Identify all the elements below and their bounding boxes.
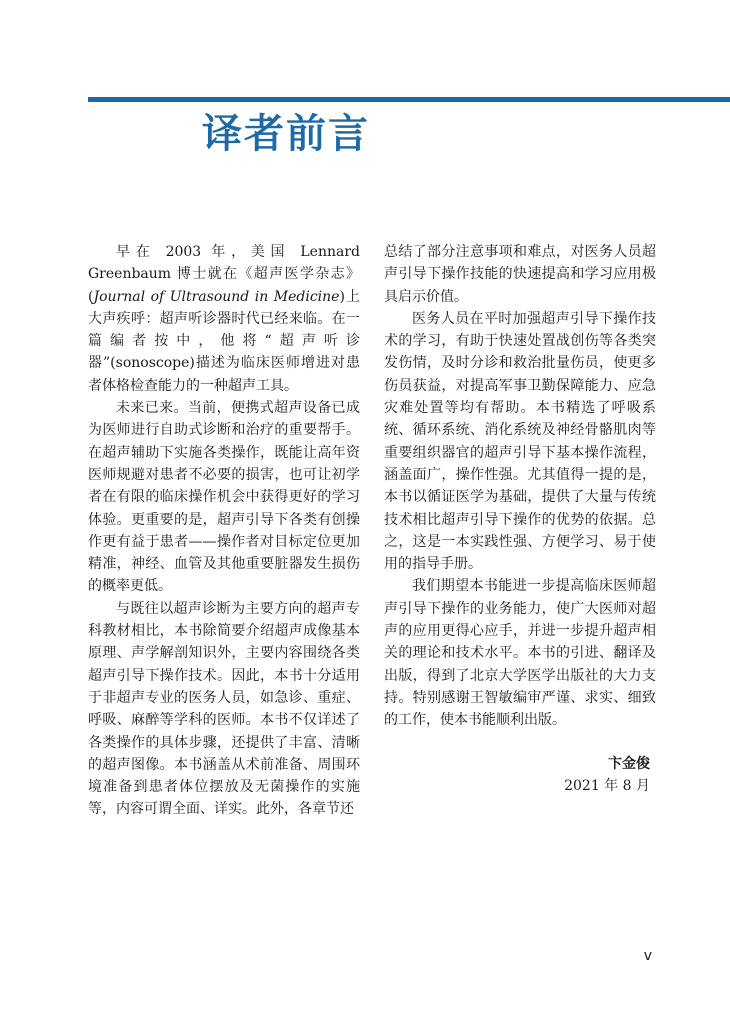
left-column xyxy=(88,241,360,821)
translator-name: 卞金俊 xyxy=(608,756,650,772)
paragraph-1-text-a: 早在 2003 年，美国 Lennard Greenbaum 博士就在《超声医学杂志》( xyxy=(88,244,360,305)
right-column xyxy=(384,241,656,732)
signature-date: 2021 年 8 月 xyxy=(564,778,650,794)
paragraph-2: 未来已来。当前，便携式超声设备已成为医师进行自助式诊断和治疗的重要帮手。在超声辅助下实施各类操作，既能让高年资医师规避对患者不必要的损害，也可让初学者在有限的临床操作机会中获得更好的学习体验。更重要的是，超声引导下各类有创操作更有益于患者——操作者对目标定位更加精准，神经、血管及其他重要脏器发生损伤的概率更低。 xyxy=(88,400,360,595)
journal-title: Journal of Ultrasound in Medicine xyxy=(93,288,340,305)
paragraph-3: 与既往以超声诊断为主要方向的超声专科教材相比，本书除简要介绍超声成像基本原理、声学解剖知识外，主要内容围绕各类超声引导下操作技术。因此，本书十分适用于非超声专业的医务人员，如急诊、重症、呼吸、麻醉等学科的医师。本书不仅详述了各类操作的具体步骤，还提供了丰富、清晰的超声图像。本书涵盖从术前准备、周围环境准备到患者体位摆放及无菌操作的实施等，内容可谓全面、详实。此外，各章节还 xyxy=(88,600,360,818)
paragraph-3-continued: 总结了部分注意事项和难点，对医务人员超声引导下操作技能的快速提高和学习应用极具启示价值。 xyxy=(384,244,656,305)
page-title: 译者前言 xyxy=(202,111,370,157)
signature-block xyxy=(564,753,650,797)
paragraph-1-text-b: )上大声疾呼：超声听诊器时代已经来临。在一篇编者按中，他将“超声听诊器”(sonoscope)描述为临床医师增进对患者体格检查能力的一种超声工具。 xyxy=(88,288,360,394)
page-number: v xyxy=(643,948,652,964)
paragraph-4: 医务人员在平时加强超声引导下操作技术的学习，有助于快速处置战创伤等各类突发伤情，及时分诊和救治批量伤员，使更多伤员获益，对提高军事卫勤保障能力、应急灾难处置等均有帮助。本书精选了呼吸系统、循环系统、消化系统及神经骨骼肌肉等重要组织器官的超声引导下基本操作流程，涵盖面广，操作性强。尤其值得一提的是，本书以循证医学为基础，提供了大量与传统技术相比超声引导下操作的优势的依据。总之，这是一本实践性强、方便学习、易于使用的指导手册。 xyxy=(384,310,656,573)
paragraph-1 xyxy=(88,241,360,397)
paragraph-5: 我们期望本书能进一步提高临床医师超声引导下操作的业务能力，使广大医师对超声的应用更得心应手，并进一步提升超声相关的理论和技术水平。本书的引进、翻译及出版，得到了北京大学医学出版社的大力支持。特别感谢王智敏编审严谨、求实、细致的工作，使本书能顺利出版。 xyxy=(384,578,656,729)
header-rule xyxy=(88,97,730,102)
